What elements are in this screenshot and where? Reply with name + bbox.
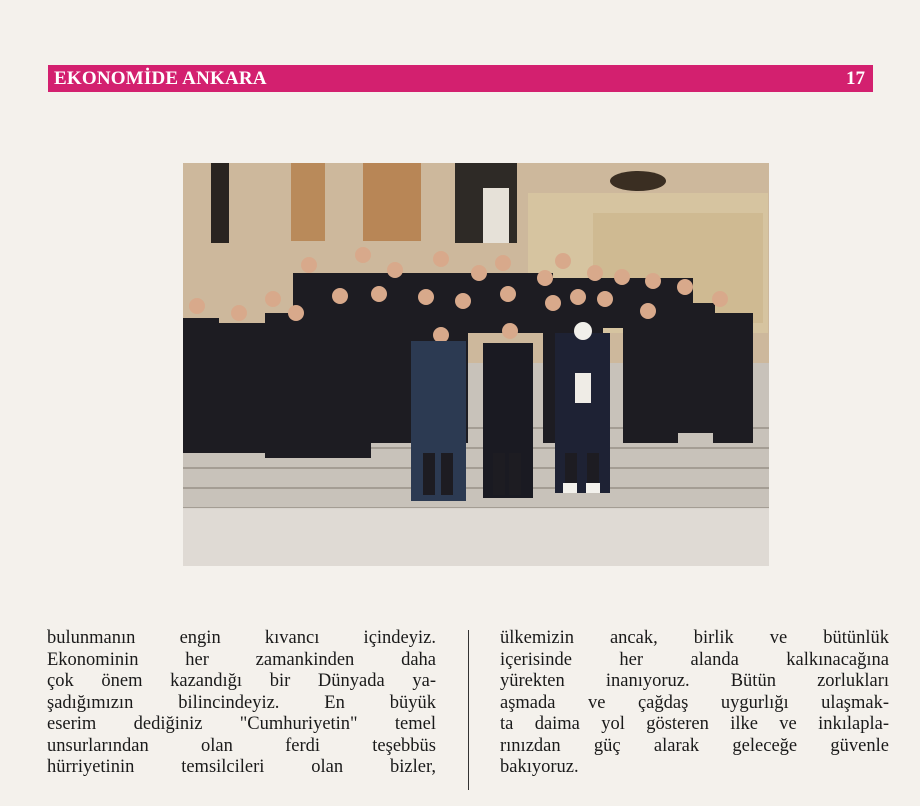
text-line: ta daima yol gösteren ilke ve inkılapla- [500,714,889,734]
text-line: unsurlarından olan ferdi teşebbüs [47,735,436,756]
article-column-left [47,628,436,779]
text-line: bakıyoruz. [500,757,579,777]
text-line: Ekonominin her zamankinden daha [47,649,436,670]
text-line: yürekten inanıyoruz. Bütün zorlukları [500,671,889,691]
text-line: şadığımızın bilincindeyiz. En büyük [47,692,436,713]
text-line: bulunmanın engin kıvancı içindeyiz. [47,628,436,648]
text-line: çok önem kazandığı bir Dünyada ya- [47,671,436,691]
text-line: eserim dediğiniz "Cumhuriyetin" temel [47,714,436,734]
text-line: rınızdan güç alarak geleceğe güvenle [500,735,889,756]
article-column-right [500,628,889,779]
group-photo-image [183,163,769,566]
group-photo [183,163,769,566]
text-line: içerisinde her alanda kalkınacağına [500,649,889,670]
section-header-bar [48,65,873,92]
text-line: aşmada ve çağdaş uygurlığı ulaşmak- [500,692,889,713]
text-line: ülkemizin ancak, birlik ve bütünlük [500,628,889,648]
text-line: hürriyetinin temsilcileri olan bizler, [47,757,436,777]
section-title: EKONOMİDE ANKARA [54,67,267,89]
column-divider [468,630,469,790]
page-number: 17 [846,67,865,89]
